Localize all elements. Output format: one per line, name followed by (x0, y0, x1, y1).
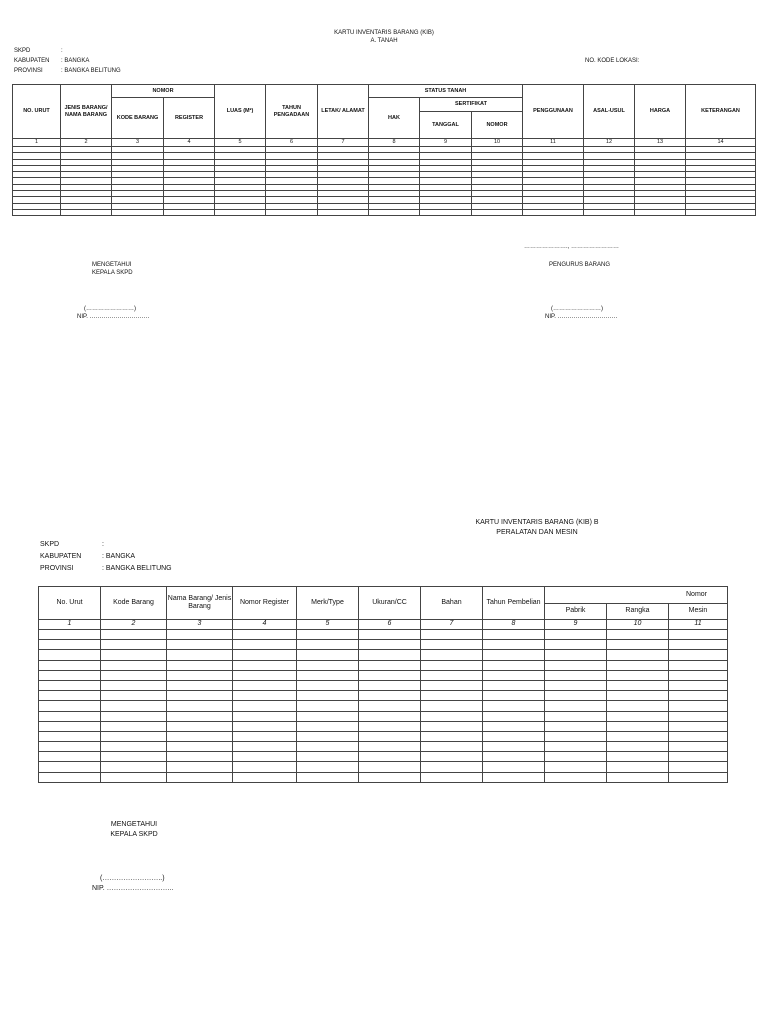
b-header-ukuran-cc: Ukuran/CC (359, 587, 421, 620)
table-row (39, 762, 728, 772)
empty-cell (421, 721, 483, 731)
empty-cell (297, 670, 359, 680)
header-tanggal: TANGGAL (420, 112, 472, 139)
empty-cell (359, 670, 421, 680)
empty-cell (233, 660, 297, 670)
empty-cell (297, 691, 359, 701)
empty-cell (607, 670, 669, 680)
empty-cell (607, 701, 669, 711)
b-header-nama-barang: Nama Barang/ Jenis Barang (167, 587, 233, 620)
empty-cell (359, 640, 421, 650)
empty-cell (607, 711, 669, 721)
kib-a-sign-right: (……………………) (551, 306, 603, 312)
empty-cell (233, 630, 297, 640)
empty-cell (607, 630, 669, 640)
empty-cell (39, 680, 101, 690)
empty-cell (523, 209, 584, 215)
header-kode-barang: KODE BARANG (112, 98, 164, 139)
b-col-number: 11 (669, 620, 728, 630)
empty-cell (167, 752, 233, 762)
empty-cell (233, 670, 297, 680)
col-number: 5 (215, 139, 266, 147)
empty-cell (101, 742, 167, 752)
b-col-number: 7 (421, 620, 483, 630)
empty-cell (421, 731, 483, 741)
empty-cell (483, 701, 545, 711)
empty-cell (297, 762, 359, 772)
col-number: 6 (266, 139, 318, 147)
empty-cell (167, 670, 233, 680)
b-header-merk-type: Merk/Type (297, 587, 359, 620)
empty-cell (483, 731, 545, 741)
table-row (39, 742, 728, 752)
empty-cell (233, 650, 297, 660)
kib-b-mengetahui: MENGETAHUI (110, 821, 158, 828)
empty-cell (483, 691, 545, 701)
empty-cell (233, 680, 297, 690)
empty-cell (167, 731, 233, 741)
empty-cell (545, 670, 607, 680)
empty-cell (297, 701, 359, 711)
empty-cell (421, 650, 483, 660)
empty-cell (297, 640, 359, 650)
empty-cell (61, 209, 112, 215)
empty-cell (545, 630, 607, 640)
col-number: 3 (112, 139, 164, 147)
kib-b-subtitle: PERALATAN DAN MESIN (496, 529, 578, 536)
empty-cell (421, 701, 483, 711)
empty-cell (545, 680, 607, 690)
col-number: 14 (686, 139, 756, 147)
empty-cell (101, 731, 167, 741)
b-col-number: 3 (167, 620, 233, 630)
empty-cell (359, 650, 421, 660)
empty-cell (669, 731, 728, 741)
empty-cell (359, 742, 421, 752)
empty-cell (669, 680, 728, 690)
empty-cell (607, 640, 669, 650)
kib-b-kepala-skpd: KEPALA SKPD (110, 831, 158, 838)
kib-a-sign-left: (……………………) (84, 306, 136, 312)
kib-b-kabupaten-value: : BANGKA (102, 553, 136, 560)
empty-cell (359, 721, 421, 731)
empty-cell (359, 731, 421, 741)
empty-cell (167, 721, 233, 731)
b-header-no-urut: No. Urut (39, 587, 101, 620)
empty-cell (297, 630, 359, 640)
b-col-number: 4 (233, 620, 297, 630)
col-number: 8 (369, 139, 420, 147)
b-col-number: 1 (39, 620, 101, 630)
empty-cell (483, 762, 545, 772)
table-row (39, 660, 728, 670)
kib-a-kabupaten-value: : BANGKA (61, 58, 90, 64)
empty-cell (669, 711, 728, 721)
kib-a-skpd-value: : (61, 48, 63, 54)
empty-cell (669, 650, 728, 660)
empty-cell (167, 691, 233, 701)
kib-b-skpd-value: : (102, 541, 104, 548)
b-header-mesin: Mesin (669, 604, 728, 620)
empty-cell (39, 742, 101, 752)
table-row (39, 670, 728, 680)
table-row (39, 701, 728, 711)
header-jenis-barang: JENIS BARANG/ NAMA BARANG (61, 85, 112, 139)
empty-cell (669, 701, 728, 711)
header-asal-usul: ASAL-USUL (584, 85, 635, 139)
table-row (39, 731, 728, 741)
empty-cell (483, 650, 545, 660)
empty-cell (39, 762, 101, 772)
kib-a-date-line: …………………., …………………… (524, 244, 620, 250)
kib-a-table (12, 84, 756, 216)
kib-a-title: KARTU INVENTARIS BARANG (KIB) (334, 30, 434, 36)
empty-cell (607, 660, 669, 670)
b-col-number: 10 (607, 620, 669, 630)
kib-b-table (38, 586, 728, 783)
empty-cell (483, 711, 545, 721)
empty-cell (584, 209, 635, 215)
empty-cell (421, 772, 483, 782)
empty-cell (421, 742, 483, 752)
empty-cell (39, 711, 101, 721)
header-nomor: NOMOR (112, 85, 215, 98)
header-keterangan: KETERANGAN (686, 85, 756, 139)
b-header-bahan: Bahan (421, 587, 483, 620)
empty-cell (167, 701, 233, 711)
header-luas: LUAS (M²) (215, 85, 266, 139)
empty-cell (101, 721, 167, 731)
kib-a-kabupaten-label: KABUPATEN (14, 58, 50, 64)
empty-cell (359, 630, 421, 640)
empty-cell (545, 742, 607, 752)
empty-cell (359, 660, 421, 670)
b-header-tahun-pembelian: Tahun Pembelian (483, 587, 545, 620)
empty-cell (545, 711, 607, 721)
empty-cell (607, 742, 669, 752)
empty-cell (359, 691, 421, 701)
empty-cell (607, 721, 669, 731)
empty-cell (101, 762, 167, 772)
empty-cell (297, 711, 359, 721)
header-no-urut: NO. URUT (13, 85, 61, 139)
kib-a-mengetahui: MENGETAHUI (92, 262, 132, 268)
empty-cell (233, 691, 297, 701)
table-row (39, 630, 728, 640)
empty-cell (421, 762, 483, 772)
kib-a-nip-right: NIP. ………………………… (545, 314, 618, 320)
b-col-number: 9 (545, 620, 607, 630)
empty-cell (233, 731, 297, 741)
empty-cell (607, 731, 669, 741)
col-number: 13 (635, 139, 686, 147)
table-row (39, 640, 728, 650)
empty-cell (669, 721, 728, 731)
empty-cell (545, 691, 607, 701)
header-register: REGISTER (164, 98, 215, 139)
empty-cell (101, 680, 167, 690)
kib-a-provinsi-label: PROVINSI (14, 68, 43, 74)
empty-cell (39, 670, 101, 680)
col-number: 9 (420, 139, 472, 147)
table-row (39, 650, 728, 660)
empty-cell (669, 762, 728, 772)
b-col-number: 8 (483, 620, 545, 630)
empty-cell (483, 630, 545, 640)
empty-cell (483, 742, 545, 752)
b-header-nomor-register: Nomor Register (233, 587, 297, 620)
kib-b-provinsi-label: PROVINSI (40, 565, 74, 572)
empty-cell (421, 660, 483, 670)
empty-cell (167, 772, 233, 782)
empty-cell (297, 742, 359, 752)
kib-a-pengurus-barang: PENGURUS BARANG (549, 262, 611, 268)
empty-cell (101, 711, 167, 721)
empty-cell (297, 721, 359, 731)
empty-cell (607, 772, 669, 782)
empty-cell (297, 680, 359, 690)
empty-cell (669, 691, 728, 701)
empty-cell (545, 772, 607, 782)
empty-cell (483, 680, 545, 690)
table-row (39, 752, 728, 762)
empty-cell (233, 742, 297, 752)
empty-cell (686, 209, 756, 215)
empty-cell (607, 680, 669, 690)
empty-cell (233, 640, 297, 650)
empty-cell (483, 640, 545, 650)
empty-cell (39, 640, 101, 650)
b-header-nomor: Nomor (545, 587, 728, 604)
empty-cell (297, 650, 359, 660)
b-header-rangka: Rangka (607, 604, 669, 620)
col-number: 4 (164, 139, 215, 147)
table-row (13, 209, 756, 215)
empty-cell (167, 762, 233, 772)
empty-cell (167, 650, 233, 660)
empty-cell (545, 721, 607, 731)
empty-cell (635, 209, 686, 215)
empty-cell (359, 752, 421, 762)
col-number: 12 (584, 139, 635, 147)
empty-cell (233, 762, 297, 772)
b-header-kode-barang: Kode Barang (101, 587, 167, 620)
table-row (39, 711, 728, 721)
empty-cell (39, 691, 101, 701)
empty-cell (421, 711, 483, 721)
empty-cell (669, 752, 728, 762)
empty-cell (297, 660, 359, 670)
empty-cell (669, 630, 728, 640)
empty-cell (607, 650, 669, 660)
empty-cell (483, 721, 545, 731)
empty-cell (233, 772, 297, 782)
empty-cell (266, 209, 318, 215)
kib-a-kepala-skpd: KEPALA SKPD (92, 270, 133, 276)
empty-cell (233, 721, 297, 731)
empty-cell (421, 752, 483, 762)
empty-cell (669, 660, 728, 670)
kib-b-skpd-label: SKPD (40, 541, 60, 548)
header-sertifikat: SERTIFIKAT (420, 98, 523, 112)
col-number: 1 (13, 139, 61, 147)
kib-b-provinsi-value: : BANGKA BELITUNG (102, 565, 172, 572)
empty-cell (101, 752, 167, 762)
empty-cell (483, 670, 545, 680)
empty-cell (359, 711, 421, 721)
table-row (39, 691, 728, 701)
col-number: 7 (318, 139, 369, 147)
empty-cell (39, 731, 101, 741)
table-row (39, 721, 728, 731)
kib-a-nip-left: NIP. ………………………… (77, 314, 150, 320)
b-col-number: 5 (297, 620, 359, 630)
header-letak-alamat: LETAK/ ALAMAT (318, 85, 369, 139)
empty-cell (39, 650, 101, 660)
empty-cell (101, 772, 167, 782)
empty-cell (545, 640, 607, 650)
empty-cell (420, 209, 472, 215)
empty-cell (669, 772, 728, 782)
empty-cell (359, 772, 421, 782)
empty-cell (297, 772, 359, 782)
kib-a-kode-lokasi: NO. KODE LOKASI: (585, 58, 640, 64)
empty-cell (297, 731, 359, 741)
empty-cell (545, 701, 607, 711)
empty-cell (112, 209, 164, 215)
empty-cell (483, 660, 545, 670)
header-nomor-sertifikat: NOMOR (472, 112, 523, 139)
kib-b-nip: NIP. ……………………….. (92, 885, 174, 892)
empty-cell (472, 209, 523, 215)
empty-cell (101, 660, 167, 670)
empty-cell (545, 731, 607, 741)
kib-b-title: KARTU INVENTARIS BARANG (KIB) B (475, 519, 599, 526)
empty-cell (545, 762, 607, 772)
empty-cell (233, 711, 297, 721)
kib-a-skpd-label: SKPD (14, 48, 31, 54)
empty-cell (607, 691, 669, 701)
empty-cell (13, 209, 61, 215)
empty-cell (669, 742, 728, 752)
empty-cell (359, 762, 421, 772)
kib-a-subtitle: A. TANAH (370, 38, 398, 44)
b-col-number: 6 (359, 620, 421, 630)
col-number: 11 (523, 139, 584, 147)
empty-cell (297, 752, 359, 762)
kib-b-sign: (……………………..) (100, 875, 165, 882)
header-harga: HARGA (635, 85, 686, 139)
empty-cell (39, 660, 101, 670)
empty-cell (483, 772, 545, 782)
empty-cell (607, 762, 669, 772)
empty-cell (215, 209, 266, 215)
empty-cell (167, 680, 233, 690)
empty-cell (669, 670, 728, 680)
empty-cell (607, 752, 669, 762)
empty-cell (545, 752, 607, 762)
empty-cell (359, 701, 421, 711)
empty-cell (39, 701, 101, 711)
table-row (39, 772, 728, 782)
empty-cell (167, 640, 233, 650)
empty-cell (669, 640, 728, 650)
empty-cell (167, 660, 233, 670)
empty-cell (167, 711, 233, 721)
empty-cell (101, 630, 167, 640)
header-status-tanah: STATUS TANAH (369, 85, 523, 98)
empty-cell (421, 640, 483, 650)
empty-cell (101, 691, 167, 701)
b-header-pabrik: Pabrik (545, 604, 607, 620)
empty-cell (101, 670, 167, 680)
empty-cell (483, 752, 545, 762)
empty-cell (164, 209, 215, 215)
empty-cell (39, 721, 101, 731)
empty-cell (545, 660, 607, 670)
kib-a-provinsi-value: : BANGKA BELITUNG (61, 68, 121, 74)
empty-cell (369, 209, 420, 215)
empty-cell (233, 752, 297, 762)
empty-cell (39, 772, 101, 782)
empty-cell (545, 650, 607, 660)
empty-cell (421, 691, 483, 701)
header-penggunaan: PENGGUNAAN (523, 85, 584, 139)
empty-cell (233, 701, 297, 711)
kib-b-kabupaten-label: KABUPATEN (40, 553, 82, 560)
empty-cell (101, 640, 167, 650)
empty-cell (101, 650, 167, 660)
table-row (39, 680, 728, 690)
empty-cell (318, 209, 369, 215)
empty-cell (39, 752, 101, 762)
b-col-number: 2 (101, 620, 167, 630)
empty-cell (167, 742, 233, 752)
empty-cell (421, 630, 483, 640)
empty-cell (39, 630, 101, 640)
empty-cell (359, 680, 421, 690)
col-number: 2 (61, 139, 112, 147)
empty-cell (167, 630, 233, 640)
empty-cell (421, 670, 483, 680)
header-hak: HAK (369, 98, 420, 139)
header-tahun-pengadaan: TAHUN PENGADAAN (266, 85, 318, 139)
col-number: 10 (472, 139, 523, 147)
empty-cell (421, 680, 483, 690)
empty-cell (101, 701, 167, 711)
